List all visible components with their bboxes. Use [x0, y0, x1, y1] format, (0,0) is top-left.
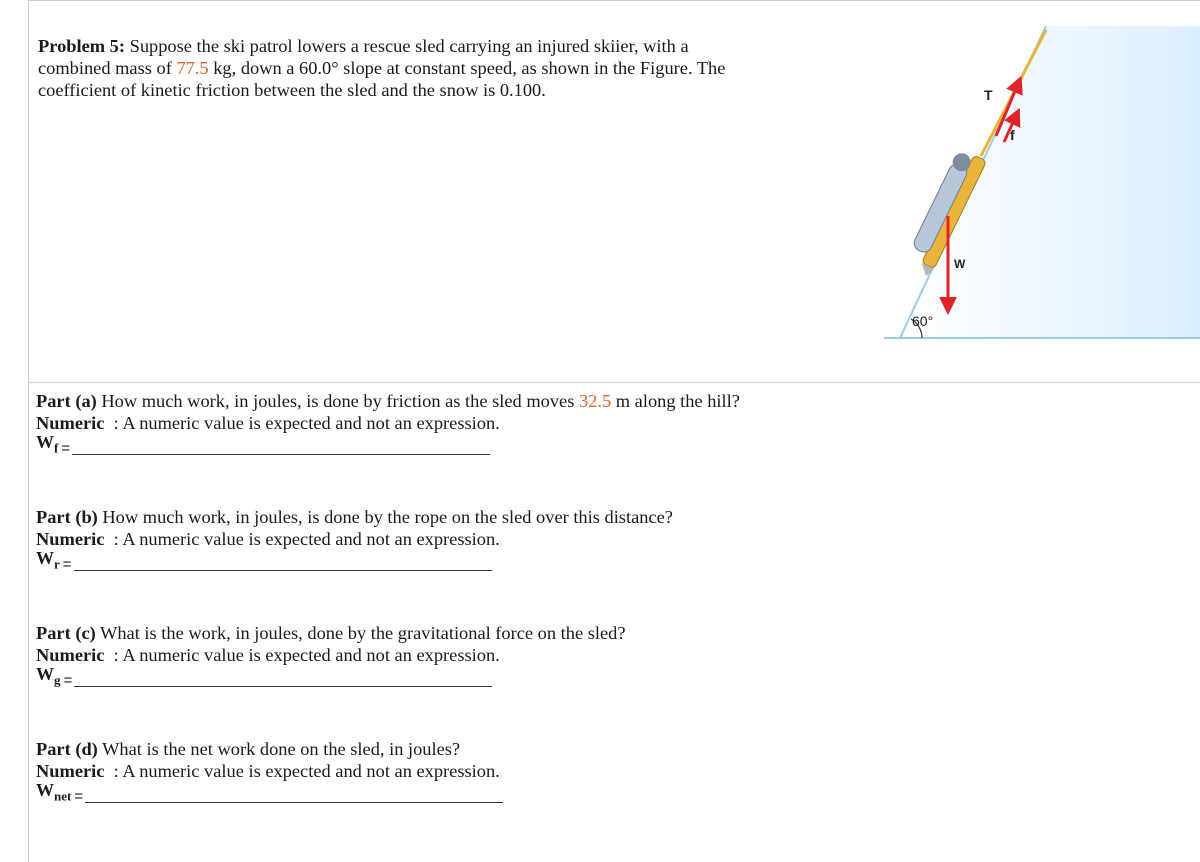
- problem-text-2: kg, down a 60.0° slope at constant speed, as shown in the Figure. The coefficient of kinetic friction between the sled and the snow is 0.100.: [38, 58, 726, 100]
- part-b: [36, 506, 826, 576]
- numeric-note: : A numeric value is expected and not an expression.: [113, 413, 500, 433]
- part-b-text: How much work, in joules, is done by the rope on the sled over this distance?: [102, 507, 673, 527]
- numeric-note: : A numeric value is expected and not an expression.: [113, 761, 500, 781]
- part-b-label: Part (b): [36, 507, 98, 527]
- part-c-answer-blank[interactable]: [74, 672, 492, 687]
- part-c-text: What is the work, in joules, done by the gravitational force on the sled?: [100, 623, 626, 643]
- slope-figure: [876, 26, 1200, 344]
- var-subscript: f: [54, 441, 59, 456]
- slope-diagram: [876, 26, 1200, 344]
- equals-sign: =: [63, 672, 73, 689]
- distance-value: 32.5: [578, 391, 612, 411]
- mass-value: 77.5: [176, 58, 209, 78]
- problem-text-1: Suppose the ski patrol lowers a rescue sled carrying an injured skiier, with a combined mass of: [38, 36, 689, 78]
- part-b-question: [36, 506, 826, 528]
- part-c: [36, 622, 826, 692]
- part-d-numeric-note: [36, 760, 826, 782]
- part-a-answer-row: [36, 434, 826, 460]
- part-d: [36, 738, 826, 808]
- var-symbol: W: [36, 432, 54, 453]
- part-c-label: Part (c): [36, 623, 96, 643]
- part-a-answer-blank[interactable]: [72, 440, 490, 455]
- friction-label: f: [1010, 127, 1015, 143]
- part-a-question: [36, 390, 826, 412]
- part-c-numeric-note: [36, 644, 826, 666]
- equals-sign: =: [74, 788, 84, 805]
- numeric-note: : A numeric value is expected and not an expression.: [113, 645, 500, 665]
- var-symbol: W: [36, 664, 54, 685]
- numeric-label: Numeric: [36, 761, 105, 781]
- part-a-text-2: m along the hill?: [615, 391, 740, 411]
- part-a-variable: [36, 431, 58, 460]
- part-d-answer-row: [36, 782, 826, 808]
- numeric-label: Numeric: [36, 413, 105, 433]
- part-c-variable: [36, 663, 61, 692]
- weight-label: W: [954, 257, 966, 271]
- part-c-question: [36, 622, 826, 644]
- part-b-answer-row: [36, 550, 826, 576]
- part-d-variable: [36, 779, 71, 808]
- numeric-label: Numeric: [36, 529, 105, 549]
- part-a-numeric-note: [36, 412, 826, 434]
- var-symbol: W: [36, 548, 54, 569]
- part-a-label: Part (a): [36, 391, 97, 411]
- part-b-variable: [36, 547, 60, 576]
- numeric-label: Numeric: [36, 645, 105, 665]
- var-symbol: W: [36, 780, 54, 801]
- angle-label: 60°: [912, 313, 934, 329]
- var-subscript: g: [54, 673, 61, 688]
- part-a: [36, 390, 826, 460]
- var-subscript: r: [54, 557, 60, 572]
- section-divider: [28, 382, 1200, 383]
- part-d-label: Part (d): [36, 739, 98, 759]
- part-b-answer-blank[interactable]: [74, 556, 492, 571]
- tension-label: T: [984, 87, 993, 103]
- equals-sign: =: [61, 440, 71, 457]
- part-a-text-1: How much work, in joules, is done by friction as the sled moves: [101, 391, 575, 411]
- part-d-answer-blank[interactable]: [85, 788, 503, 803]
- var-subscript: net: [54, 789, 72, 804]
- problem-statement: [38, 35, 758, 101]
- numeric-note: : A numeric value is expected and not an expression.: [113, 529, 500, 549]
- part-d-question: [36, 738, 826, 760]
- part-b-numeric-note: [36, 528, 826, 550]
- part-c-answer-row: [36, 666, 826, 692]
- part-d-text: What is the net work done on the sled, in joules?: [102, 739, 461, 759]
- problem-label: Problem 5:: [38, 36, 125, 56]
- equals-sign: =: [62, 556, 72, 573]
